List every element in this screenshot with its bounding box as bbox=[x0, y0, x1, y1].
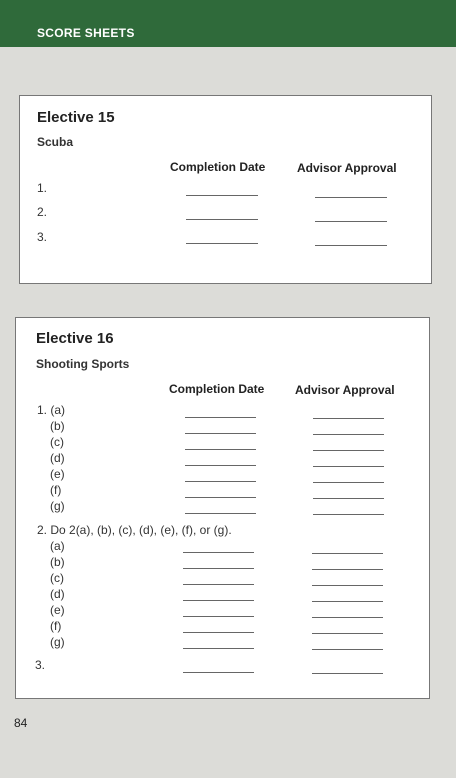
requirement-label: 3. bbox=[35, 658, 46, 672]
advisor-approval-line[interactable] bbox=[312, 649, 383, 650]
completion-date-header: Completion Date bbox=[170, 160, 266, 174]
elective-16-card bbox=[15, 317, 430, 699]
completion-date-line[interactable] bbox=[185, 417, 256, 418]
requirement-label: (e) bbox=[50, 603, 65, 617]
requirement-label: (f) bbox=[50, 483, 62, 497]
advisor-approval-line[interactable] bbox=[313, 418, 384, 419]
advisor-approval-line[interactable] bbox=[313, 498, 384, 499]
advisor-approval-line[interactable] bbox=[312, 673, 383, 674]
page-number: 84 bbox=[14, 716, 28, 730]
completion-date-line[interactable] bbox=[185, 465, 256, 466]
completion-date-line[interactable] bbox=[185, 497, 256, 498]
advisor-approval-line[interactable] bbox=[312, 601, 383, 602]
advisor-approval-line[interactable] bbox=[312, 553, 383, 554]
completion-date-line[interactable] bbox=[185, 513, 256, 514]
completion-date-line[interactable] bbox=[183, 568, 254, 569]
requirement-label: 2. Do 2(a), (b), (c), (d), (e), (f), or (g). bbox=[37, 523, 232, 537]
elective-15-subtitle: Scuba bbox=[37, 135, 74, 149]
completion-date-line[interactable] bbox=[186, 195, 258, 196]
advisor-approval-header: Advisor Approval bbox=[297, 161, 397, 175]
advisor-approval-line[interactable] bbox=[315, 245, 387, 246]
section-header bbox=[0, 0, 456, 47]
completion-date-line[interactable] bbox=[183, 552, 254, 553]
completion-date-line[interactable] bbox=[183, 672, 254, 673]
elective-16-title: Elective 16 bbox=[36, 330, 114, 347]
completion-date-line[interactable] bbox=[186, 219, 258, 220]
requirement-label: (d) bbox=[50, 451, 65, 465]
requirement-label: (a) bbox=[50, 539, 65, 553]
requirement-label: (c) bbox=[50, 571, 64, 585]
requirement-label: 2. bbox=[37, 205, 48, 219]
completion-date-line[interactable] bbox=[183, 600, 254, 601]
requirement-label: 1. (a) bbox=[37, 403, 66, 417]
completion-date-line[interactable] bbox=[183, 616, 254, 617]
advisor-approval-line[interactable] bbox=[312, 569, 383, 570]
requirement-label: (d) bbox=[50, 587, 65, 601]
advisor-approval-line[interactable] bbox=[312, 617, 383, 618]
requirement-label: (f) bbox=[50, 619, 62, 633]
advisor-approval-line[interactable] bbox=[313, 450, 384, 451]
requirement-label: (b) bbox=[50, 555, 65, 569]
advisor-approval-line[interactable] bbox=[313, 514, 384, 515]
advisor-approval-line[interactable] bbox=[313, 466, 384, 467]
advisor-approval-line[interactable] bbox=[315, 221, 387, 222]
requirement-label: (g) bbox=[50, 635, 65, 649]
requirement-label: (e) bbox=[50, 467, 65, 481]
section-title: SCORE SHEETS bbox=[37, 26, 135, 40]
advisor-approval-line[interactable] bbox=[313, 482, 384, 483]
completion-date-line[interactable] bbox=[183, 632, 254, 633]
advisor-approval-line[interactable] bbox=[315, 197, 387, 198]
completion-date-line[interactable] bbox=[185, 433, 256, 434]
requirement-label: (c) bbox=[50, 435, 64, 449]
completion-date-line[interactable] bbox=[183, 584, 254, 585]
completion-date-header: Completion Date bbox=[169, 382, 265, 396]
completion-date-line[interactable] bbox=[185, 449, 256, 450]
elective-15-card bbox=[19, 95, 432, 284]
advisor-approval-line[interactable] bbox=[312, 633, 383, 634]
requirement-label: 3. bbox=[37, 230, 48, 244]
requirement-label: (b) bbox=[50, 419, 65, 433]
completion-date-line[interactable] bbox=[183, 648, 254, 649]
completion-date-line[interactable] bbox=[185, 481, 256, 482]
advisor-approval-header: Advisor Approval bbox=[295, 383, 395, 397]
advisor-approval-line[interactable] bbox=[313, 434, 384, 435]
elective-16-subtitle: Shooting Sports bbox=[36, 357, 130, 371]
requirement-label: 1. bbox=[37, 181, 48, 195]
requirement-label: (g) bbox=[50, 499, 65, 513]
elective-15-title: Elective 15 bbox=[37, 109, 115, 126]
completion-date-line[interactable] bbox=[186, 243, 258, 244]
advisor-approval-line[interactable] bbox=[312, 585, 383, 586]
